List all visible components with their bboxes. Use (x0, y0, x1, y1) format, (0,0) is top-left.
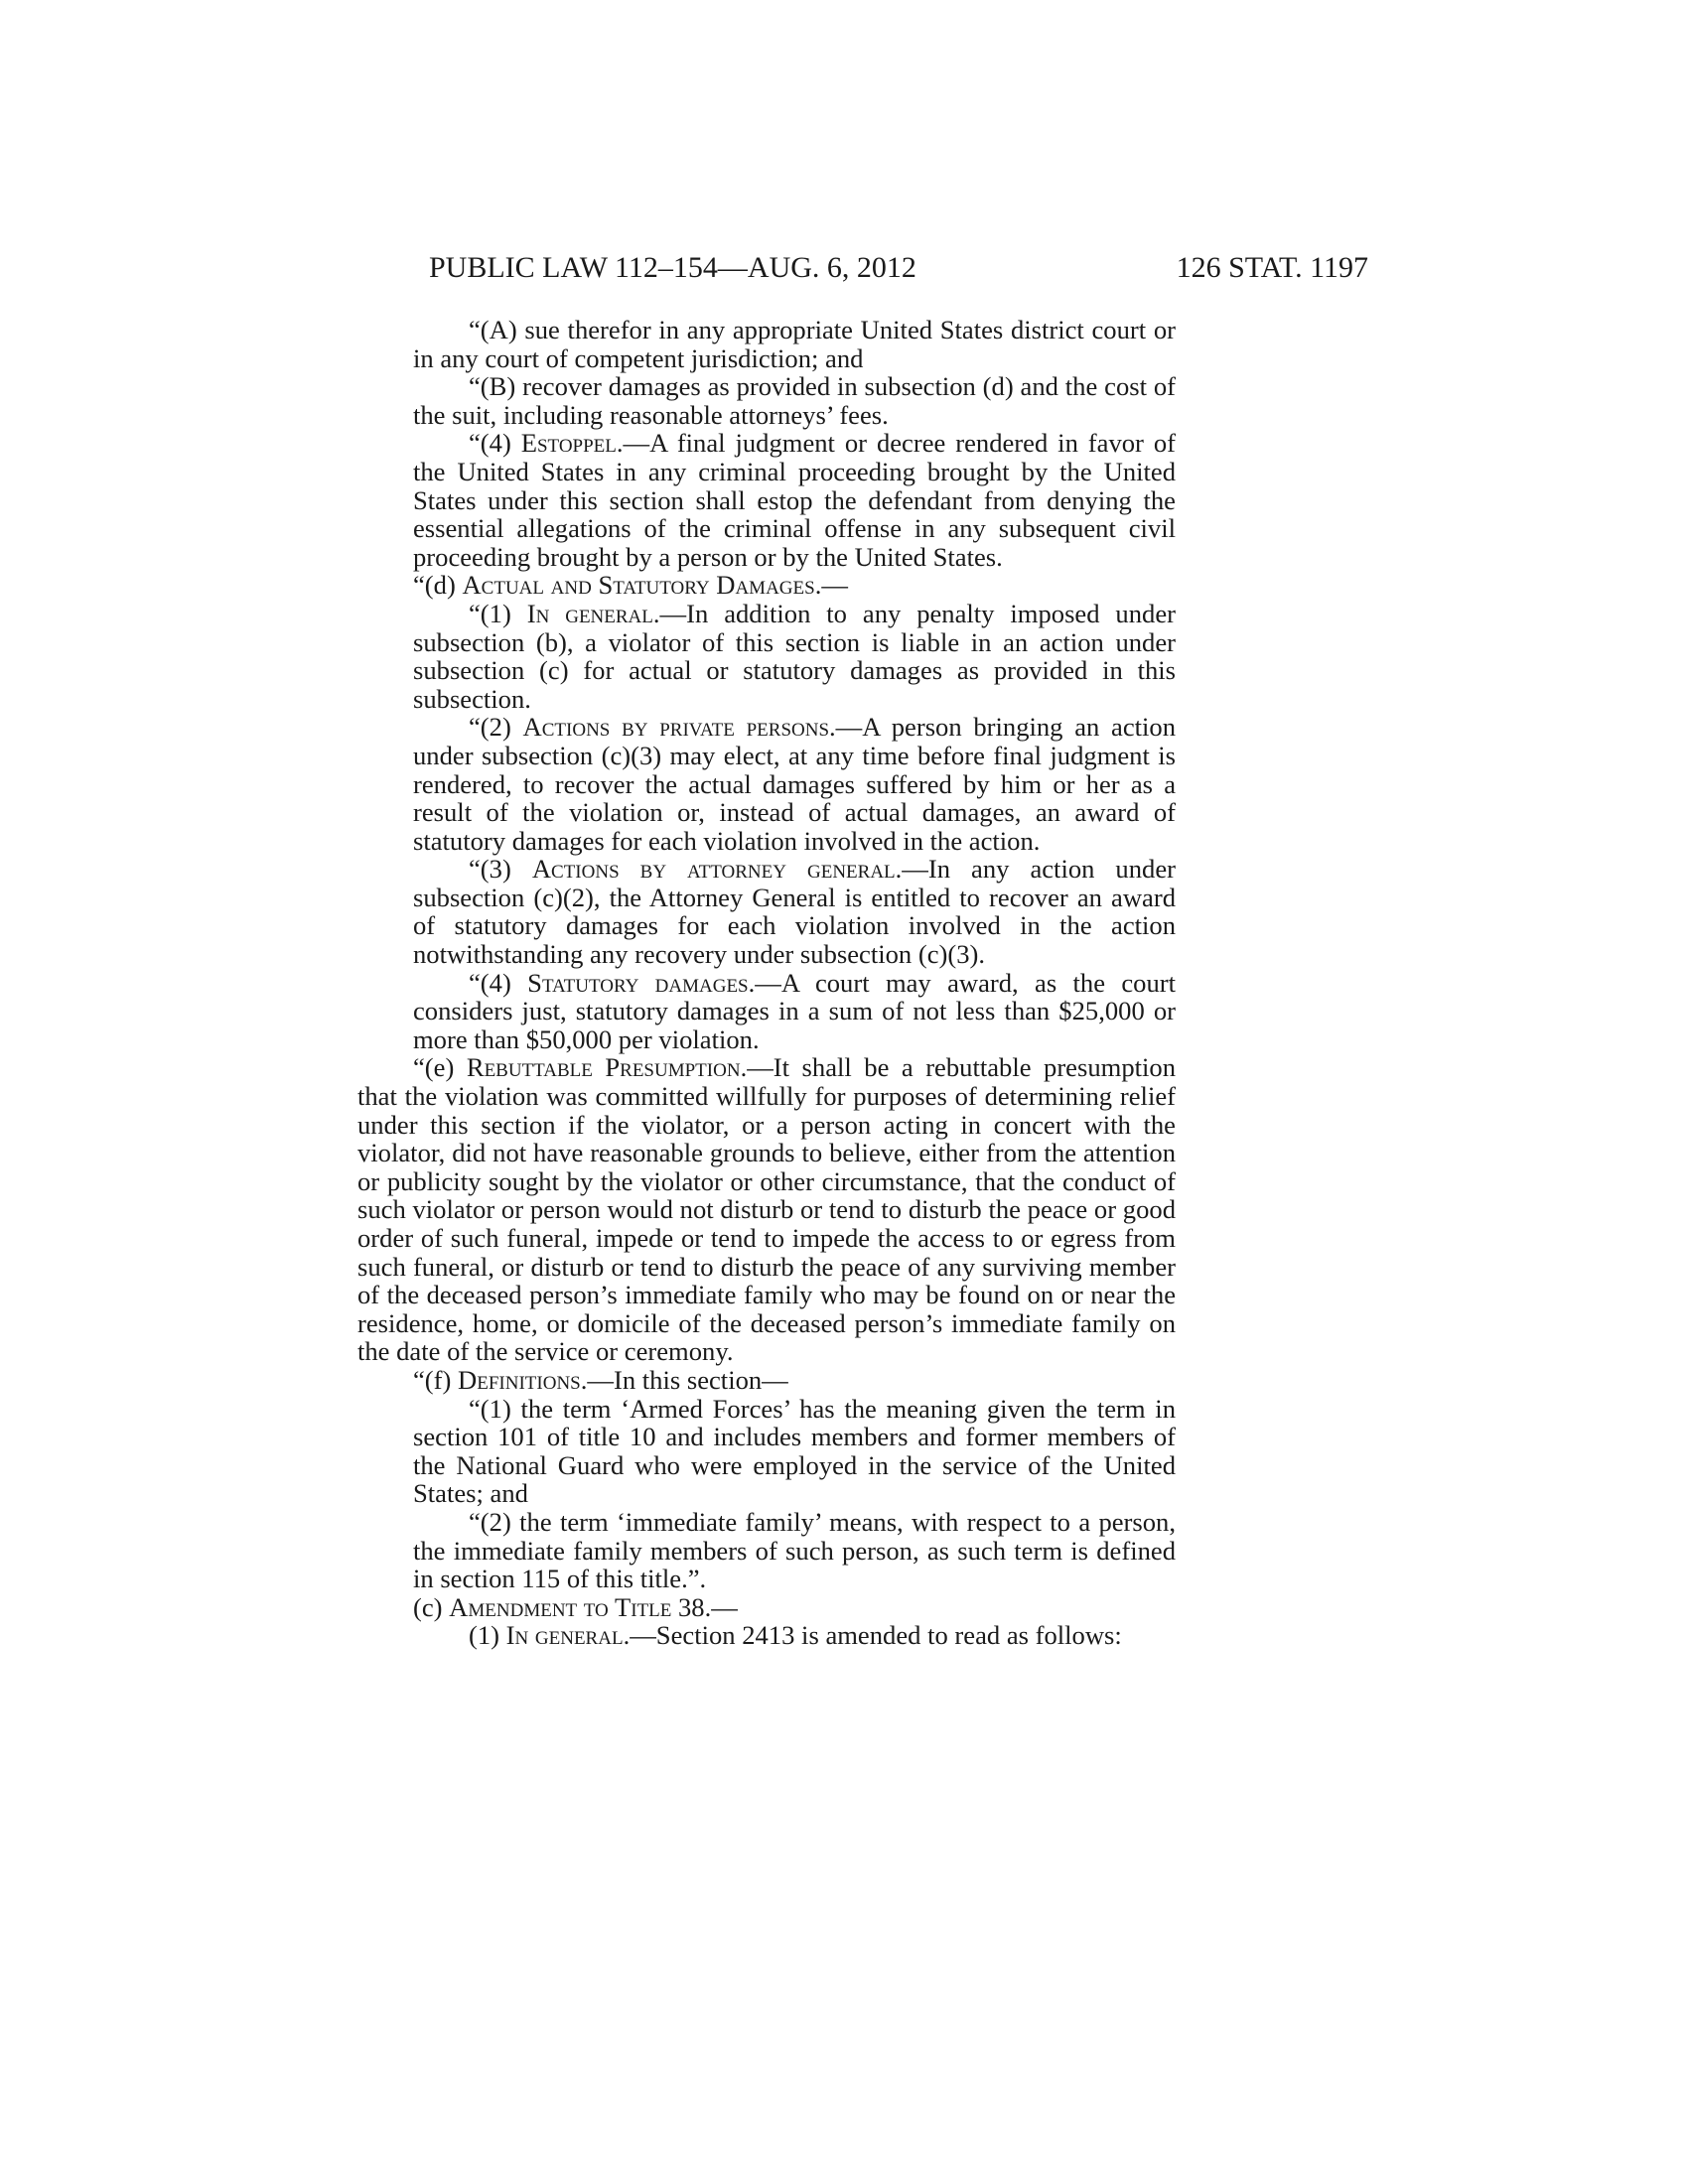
paragraph-text: .—Section 2413 is amended to read as follows: (623, 1620, 1122, 1651)
paragraph-amendc1 (357, 1621, 1176, 1650)
paragraph-d1 (357, 600, 1176, 713)
section-heading: Estoppel (520, 428, 617, 459)
paragraph-text: “(2) (469, 712, 523, 743)
paragraph-text: .—In this section— (580, 1364, 788, 1395)
paragraph-text: “(4) (469, 428, 521, 459)
paragraph-f2 (357, 1508, 1176, 1593)
paragraph-text: .— (814, 570, 848, 601)
paragraph-c3B (357, 372, 1176, 429)
paragraph-text: “(4) (469, 967, 528, 998)
section-heading: Actual and Statutory Damages (462, 570, 815, 601)
paragraph-text: “(3) (469, 854, 532, 885)
paragraph-text: “(e) (413, 1052, 467, 1083)
section-heading: Statutory damages (527, 967, 749, 998)
paragraph-text: .—In any action under subsection (c)(2), the Attorney General is entitled to recover an award of statutory damages for each violation involved in the action notwithstanding any recovery under subsection (c)(3). (413, 854, 1176, 970)
section-heading: In general (526, 598, 653, 628)
document-body (357, 316, 1176, 1650)
section-heading: Amendment to Title (449, 1591, 672, 1622)
paragraph-f1 (357, 1395, 1176, 1508)
paragraph-text: .—A person bringing an action under subsection (c)(3) may elect, at any time before final judgment is rendered, to recover the actual damages suffered by him or her as a result of the violation or, instead of actual damages, an award of statutory damages for each violation involved in the action. (413, 712, 1177, 856)
paragraph-f (357, 1366, 1176, 1395)
paragraph-d4 (357, 969, 1176, 1054)
paragraph-text: “(2) the term ‘immediate family’ means, with respect to a person, the immediate family members of such person, as such term is defined in section 115 of this title.”. (413, 1506, 1176, 1594)
public-law-citation: PUBLIC LAW 112–154—AUG. 6, 2012 (429, 251, 916, 284)
paragraph-text: (1) (469, 1620, 506, 1651)
paragraph-text: “(1) (469, 598, 527, 628)
paragraph-text: .—A final judgment or decree rendered in favor of the United States in any criminal proceeding brought by the United States under this section shall estop the defendant from denying the essential allegations of the criminal offense in any subsequent civil proceeding brought by a person or by the United States. (413, 428, 1176, 572)
section-heading: Actions by attorney general (531, 854, 896, 885)
section-heading: Actions by private persons (522, 712, 830, 743)
section-heading: Rebuttable Presumption (466, 1052, 741, 1083)
paragraph-text: .—It shall be a rebuttable presumption that the violation was committed willfully for purposes of determining relief under this section if the violator, or a person acting in concert with the violator, did not have reasonable grounds to believe, either from the attention or publicity sought by the violator or other circumstance, that the conduct of such violator or person would not disturb or tend to disturb the peace or good order of such funeral, impede or tend to impede the access to or egress from such funeral, or disturb or tend to disturb the peace of any surviving member of the deceased person’s immediate family who may be found on or near the residence, home, or domicile of the deceased person’s immediate family on the date of the service or ceremony. (357, 1052, 1176, 1367)
paragraph-d2 (357, 713, 1176, 855)
paragraph-d3 (357, 855, 1176, 968)
paragraph-text: “(d) (413, 570, 463, 601)
paragraph-text: “(f) (413, 1364, 459, 1395)
paragraph-text: “(1) the term ‘Armed Forces’ has the meaning given the term in section 101 of title 10 and includes members and former members of the National Guard who were employed in the service of the United States; and (413, 1393, 1176, 1509)
paragraph-text: 38.— (671, 1591, 738, 1622)
statute-page-number: 126 STAT. 1197 (1176, 251, 1368, 284)
page-header (429, 248, 1368, 288)
paragraph-c4 (357, 429, 1176, 571)
paragraph-e (357, 1053, 1176, 1366)
paragraph-d (357, 571, 1176, 600)
paragraph-c3A (357, 316, 1176, 372)
section-heading: In general (505, 1620, 624, 1651)
paragraph-text: “(B) recover damages as provided in subsection (d) and the cost of the suit, including reasonable attorneys’ fees. (413, 371, 1176, 430)
paragraph-text: “(A) sue therefor in any appropriate United States district court or in any court of competent jurisdiction; and (413, 315, 1176, 373)
paragraph-text: (c) (413, 1591, 450, 1622)
section-heading: Definitions (458, 1364, 581, 1395)
paragraph-text: .—A court may award, as the court considers just, statutory damages in a sum of not less than $25,000 or more than $50,000 per violation. (413, 967, 1177, 1054)
paragraph-text: .—In addition to any penalty imposed under subsection (b), a violator of this section is liable in an action under subsection (c) for actual or statutory damages as provided in this subsection. (413, 598, 1176, 714)
paragraph-amendc (357, 1593, 1176, 1622)
